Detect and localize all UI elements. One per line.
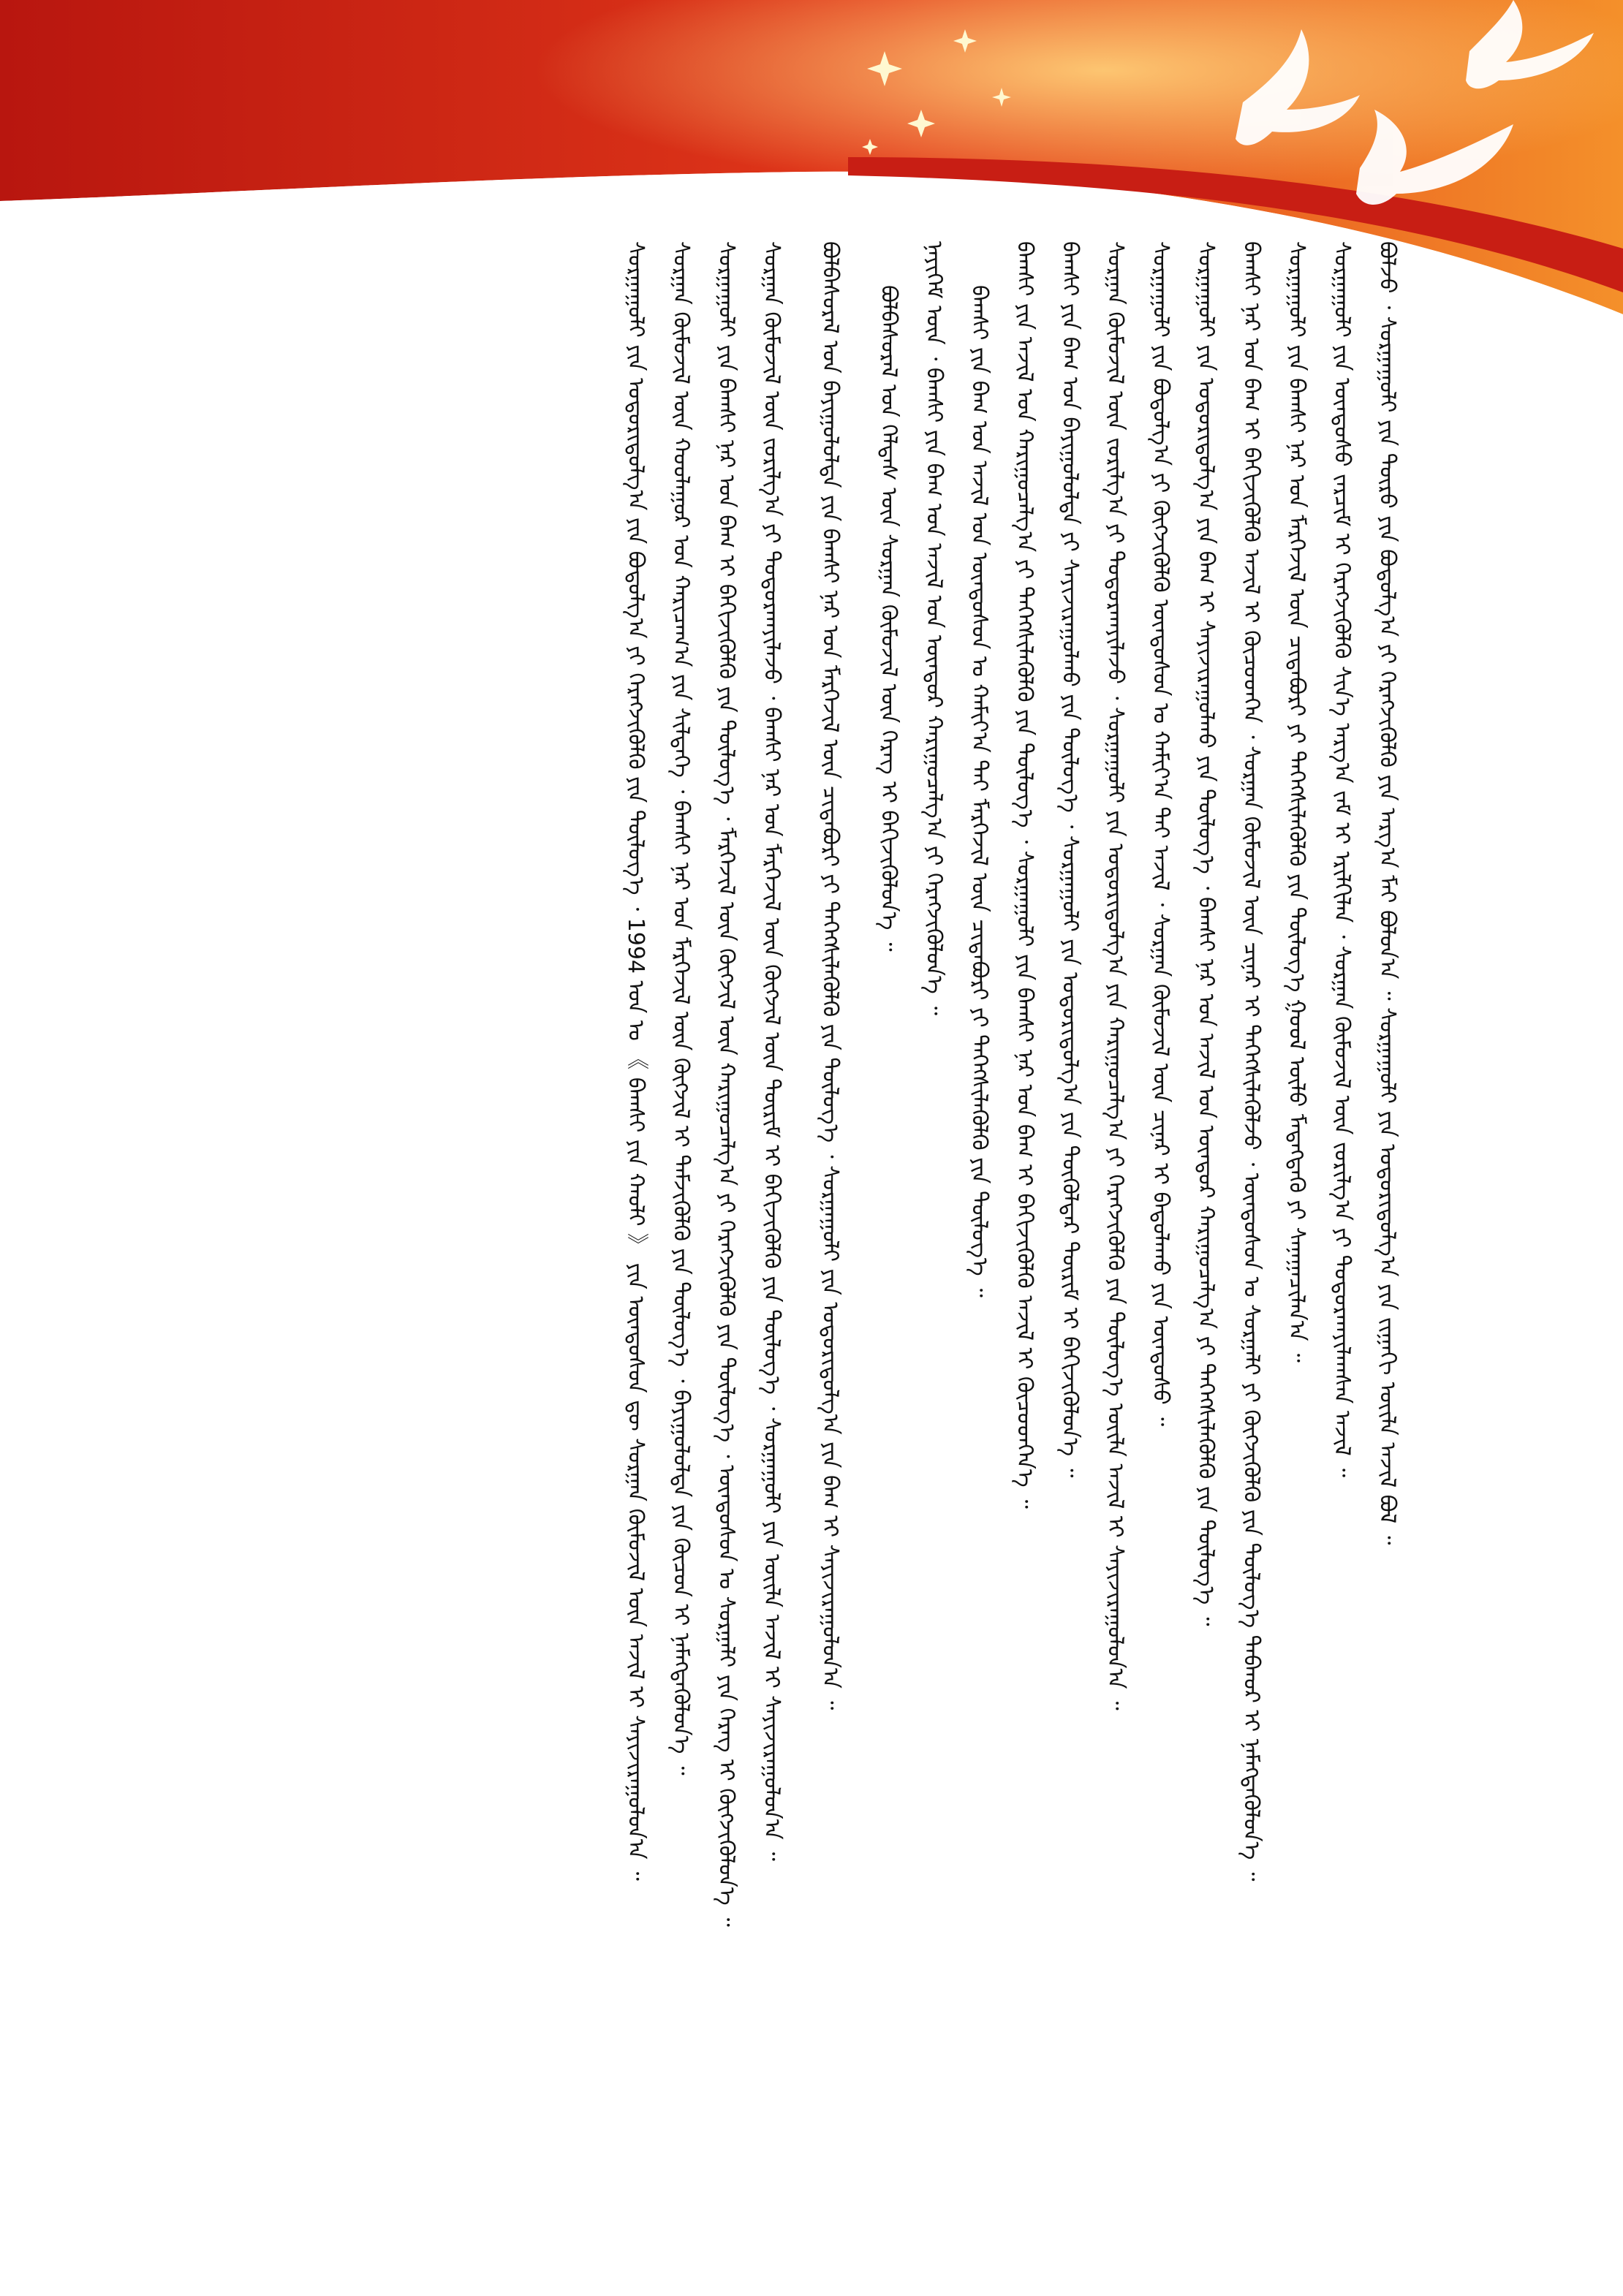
text-column: ᠪᠠᠭᠰᠢ ᠶᠢᠨ ᠪᠠᠭ ᠤᠨ ᠪᠠᠶᠢᠭᠤᠯᠤᠯᠲᠠ ᠶᠢ ᠰᠠᠶᠢᠵᠢᠷᠠᠭᠤᠯᠬᠤ ᠶᠢᠨ ᠲᠥᠯᠥᠭ᠎ᠡ ᠂ ᠰᠤᠷᠭᠠᠭᠤᠯᠢ ᠶᠢᠨ ᠤᠳᠤᠷᠢᠳᠤᠯᠭ᠎ᠠ ᠶᠢᠨ ᠲᠥᠭᠥᠯᠳᠡᠷ ᠳᠦᠷᠢᠮ ᠢ ᠪᠡᠬᠢᠵᠢᠭᠦᠯᠦᠨ᠎ᠡ ᠃: [1057, 241, 1083, 1478]
text-column: ᠪᠠᠭᠰᠢ ᠶᠢᠨ ᠪᠠᠭ ᠤᠨ ᠠᠵᠢᠯ ᠤᠨ ᠦᠨᠳᠦᠰᠦᠨ ᠤ ᠬᠠᠮᠢᠶ᠎ᠠ ᠲᠠᠢ ᠮᠡᠷᠭᠡᠵᠢᠯ ᠦᠨ ᠴᠢᠳᠠᠪᠤᠷᠢ ᠶᠢ ᠳᠡᠭᠡᠭᠰᠢᠯᠡᠭᠦᠯᠬᠦ ᠶᠢᠨ ᠲᠥᠯᠥᠭ᠎ᠡ ᠃: [966, 285, 992, 1297]
text-column: ᠪᠠᠭᠰᠢ ᠨᠠᠷ ᠤᠨ ᠪᠠᠭ ᠢ ᠪᠡᠬᠢᠵᠢᠭᠦᠯᠬᠦ ᠠᠵᠢᠯ ᠢ ᠬᠦᠴᠦᠳᠬᠡᠨ ᠂ ᠰᠤᠷᠭᠠᠨ ᠬᠦᠮᠦᠵᠢᠯ ᠦᠨ ᠴᠢᠨᠠᠷ ᠢ ᠳᠡᠭᠡᠭᠰᠢᠯᠡᠭᠦᠯᠵᠦ ᠂ ᠦᠨᠳᠦᠰᠦᠨ ᠤ ᠰᠤᠷᠭᠠᠯᠢ ᠶᠢ ᠬᠥᠭᠵᠢᠭᠦᠯᠬᠦ ᠶᠢᠨ ᠲᠥᠯᠥᠭ᠎ᠡ ᠳᠠᠪᠬᠤᠷ ᠢ ᠨᠡᠮᠡᠭᠳᠡᠭᠦᠯᠦᠨ᠎ᠡ ᠃: [1238, 241, 1264, 1882]
text-column: ᠰᠤᠷᠭᠠᠨ ᠬᠦᠮᠦᠵᠢᠯ ᠦᠨ ᠵᠣᠷᠢᠯᠭ᠎ᠠ ᠶᠢ ᠲᠣᠳᠣᠷᠬᠠᠶᠢᠯᠠᠵᠤ ᠂ ᠰᠤᠷᠭᠠᠭᠤᠯᠢ ᠶᠢᠨ ᠤᠳᠤᠷᠢᠳᠤᠯᠭ᠎ᠠ ᠶᠢᠨ ᠬᠠᠷᠢᠭᠤᠴᠠᠯᠭ᠎ᠠ ᠶᠢ ᠬᠡᠷᠡᠭᠵᠢᠭᠦᠯᠬᠦ ᠶᠢᠨ ᠲᠥᠯᠥᠭ᠎ᠡ ᠦᠢᠯᠡ ᠠᠵᠢᠯ ᠢ ᠰᠠᠶᠢᠵᠢᠷᠠᠭᠤᠯᠤᠨ᠎ᠠ ᠃: [1102, 241, 1128, 1710]
text-column: ᠰᠤᠷᠭᠠᠭᠤᠯᠢ ᠶᠢᠨ ᠪᠠᠭᠰᠢ ᠨᠠᠷ ᠤᠨ ᠪᠠᠭ ᠢ ᠪᠡᠬᠢᠵᠢᠭᠦᠯᠬᠦ ᠶᠢᠨ ᠲᠥᠯᠥᠭ᠎ᠡ ᠂ ᠮᠡᠷᠭᠡᠵᠢᠯ ᠦᠨ ᠬᠥᠭᠵᠢᠯ ᠦᠨ ᠬᠠᠷᠢᠭᠤᠴᠠᠯᠭ᠎ᠠ ᠶᠢ ᠬᠡᠷᠡᠭᠵᠢᠭᠦᠯᠬᠦ ᠶᠢᠨ ᠲᠥᠯᠥᠭ᠎ᠡ ᠂ ᠦᠨᠳᠦᠰᠦᠨ ᠤ ᠰᠤᠷᠭᠠᠯᠢ ᠶᠢᠨ ᠬᠡᠷᠡᠭ ᠢ ᠬᠥᠭᠵᠢᠭᠦᠯᠦᠨ᠎ᠡ ᠃: [714, 241, 739, 1927]
text-column: ᠰᠤᠷᠭᠠᠨ ᠬᠦᠮᠦᠵᠢᠯ ᠦᠨ ᠵᠣᠷᠢᠯᠭ᠎ᠠ ᠶᠢ ᠲᠣᠳᠣᠷᠬᠠᠶᠢᠯᠠᠵᠤ ᠂ ᠪᠠᠭᠰᠢ ᠨᠠᠷ ᠤᠨ ᠮᠡᠷᠭᠡᠵᠢᠯ ᠦᠨ ᠬᠥᠭᠵᠢᠯ ᠦᠨ ᠳᠦᠷᠢᠮ ᠢ ᠪᠡᠬᠢᠵᠢᠭᠦᠯᠬᠦ ᠶᠢᠨ ᠲᠥᠯᠥᠭ᠎ᠡ ᠂ ᠰᠤᠷᠭᠠᠭᠤᠯᠢ ᠶᠢᠨ ᠦᠢᠯᠡ ᠠᠵᠢᠯ ᠢ ᠰᠠᠶᠢᠵᠢᠷᠠᠭᠤᠯᠤᠨ᠎ᠠ ᠃: [759, 241, 784, 1861]
text-column: ᠪᠠᠭᠰᠢ ᠶᠢᠨ ᠠᠵᠢᠯ ᠤᠨ ᠬᠠᠷᠢᠭᠤᠴᠠᠯᠭ᠎ᠠ ᠶᠢ ᠳᠡᠭᠡᠭᠰᠢᠯᠡᠭᠦᠯᠬᠦ ᠶᠢᠨ ᠲᠥᠯᠥᠭ᠎ᠡ ᠂ ᠰᠤᠷᠭᠠᠭᠤᠯᠢ ᠶᠢᠨ ᠪᠠᠭᠰᠢ ᠨᠠᠷ ᠤᠨ ᠪᠠᠭ ᠢ ᠪᠡᠬᠢᠵᠢᠭᠦᠯᠬᠦ ᠠᠵᠢᠯ ᠢ ᠬᠦᠴᠦᠳᠬᠡᠨ᠎ᠡ ᠃: [1012, 241, 1037, 1509]
text-column: ᠰᠤᠷᠭᠠᠭᠤᠯᠢ ᠶᠢᠨ ᠤᠳᠤᠷᠢᠳᠤᠯᠭ᠎ᠠ ᠶᠢᠨ ᠪᠠᠭ ᠢ ᠰᠠᠶᠢᠵᠢᠷᠠᠭᠤᠯᠬᠤ ᠶᠢᠨ ᠲᠥᠯᠥᠭ᠎ᠡ ᠂ ᠪᠠᠭᠰᠢ ᠨᠠᠷ ᠤᠨ ᠠᠵᠢᠯ ᠤᠨ ᠥᠨᠳᠥᠷ ᠬᠠᠷᠢᠭᠤᠴᠠᠯᠭ᠎ᠠ ᠶᠢ ᠳᠡᠭᠡᠭᠰᠢᠯᠡᠭᠦᠯᠬᠦ ᠶᠢᠨ ᠲᠥᠯᠥᠭ᠎ᠡ ᠃: [1193, 241, 1219, 1626]
text-column: ᠪᠣᠯᠪᠠᠰᠤᠷᠠᠯ ᠤᠨ ᠪᠠᠶᠢᠭᠤᠯᠤᠯᠲᠠ ᠶᠢᠨ ᠪᠠᠭᠰᠢ ᠨᠠᠷ ᠤᠨ ᠮᠡᠷᠭᠡᠵᠢᠯ ᠦᠨ ᠴᠢᠳᠠᠪᠤᠷᠢ ᠶᠢ ᠳᠡᠭᠡᠭᠰᠢᠯᠡᠭᠦᠯᠬᠦ ᠶᠢᠨ ᠲᠥᠯᠥᠭ᠎ᠡ ᠂ ᠰᠤᠷᠭᠠᠭᠤᠯᠢ ᠶᠢᠨ ᠤᠳᠤᠷᠢᠳᠤᠯᠭ᠎ᠠ ᠶᠢᠨ ᠪᠠᠭ ᠢ ᠰᠠᠶᠢᠵᠢᠷᠠᠭᠤᠯᠤᠨ᠎ᠠ ᠃: [817, 241, 843, 1710]
text-column: ᠪᠣᠯᠵᠤ ᠂ ᠰᠤᠷᠭᠠᠭᠤᠯᠢ ᠶᠢᠨ ᠲᠥᠷᠥ ᠶᠢᠨ ᠪᠣᠳᠤᠯᠭ᠎ᠠ ᠶᠢ ᠬᠡᠷᠡᠭᠵᠢᠭᠦᠯᠬᠦ ᠶᠢᠨ ᠠᠷᠭ᠎ᠠ ᠮᠠᠶ ᠪᠣᠯᠤᠨ᠎ᠠ ᠃ ᠰᠤᠷᠭᠠᠭᠤᠯᠢ ᠶᠢᠨ ᠤᠳᠤᠷᠢᠳᠤᠯᠭ᠎ᠠ ᠶᠢᠨ ᠵᠢᠭᠠᠬᠢ ᠦᠢᠯᠡ ᠠᠵᠢᠯ ᠪᠣᠯ ᠃: [1374, 241, 1400, 1545]
text-column: ᠰᠤᠷᠭᠠᠭᠤᠯᠢ ᠶᠢᠨ ᠪᠣᠳᠤᠯᠭ᠎ᠠ ᠶᠢ ᠬᠥᠭᠵᠢᠭᠦᠯᠬᠦ ᠦᠨᠳᠦᠰᠦᠨ ᠤ ᠬᠠᠮᠢᠶ᠎ᠠ ᠲᠠᠢ ᠠᠵᠢᠯ ᠂ ᠰᠤᠷᠭᠠᠨ ᠬᠦᠮᠦᠵᠢᠯ ᠦᠨ ᠴᠢᠨᠠᠷ ᠢ ᠪᠠᠲᠤᠯᠠᠬᠤ ᠶᠢᠨ ᠦᠨᠳᠦᠰᠦ ᠃: [1148, 241, 1173, 1427]
body-text: [186, 241, 1411, 2229]
text-column: ᠰᠤᠷᠭᠠᠨ ᠬᠦᠮᠦᠵᠢᠯ ᠦᠨ ᠬᠣᠣᠯᠠᠭᠤᠷ ᠤᠨ ᠬᠠᠷᠢᠴᠠᠭ᠎ᠠ ᠶᠢᠨ ᠰᠢᠯᠳᠡᠭᠡ ᠂ ᠪᠠᠭᠰᠢ ᠨᠠᠷ ᠤᠨ ᠮᠡᠷᠭᠡᠵᠢᠯ ᠦᠨ ᠬᠥᠭᠵᠢᠯ ᠢ ᠳᠡᠮᠵᠢᠭᠦᠯᠬᠦ ᠶᠢᠨ ᠲᠥᠯᠥᠭ᠎ᠡ ᠂ ᠪᠠᠶᠢᠭᠤᠯᠤᠯᠲᠠ ᠶᠢᠨ ᠬᠦᠴᠦᠨ ᠢ ᠨᠡᠮᠡᠭᠳᠡᠭᠦᠯᠦᠨ᠎ᠡ ᠃: [668, 241, 694, 1776]
text-column: ᠪᠣᠯᠪᠠᠰᠤᠷᠠᠯ ᠤᠨ ᠬᠡᠯᠲᠡᠰ ᠦᠨ ᠰᠤᠷᠭᠠᠨ ᠬᠦᠮᠦᠵᠢᠯ ᠦᠨ ᠬᠡᠷᠡᠭ ᠢ ᠪᠡᠬᠢᠵᠢᠭᠦᠯᠦᠨ᠎ᠡ ᠃: [876, 285, 901, 952]
text-column: ᠨᠡᠶᠢᠭᠡᠮ ᠦᠨ ᠂ ᠪᠠᠭᠰᠢ ᠶᠢᠨ ᠪᠠᠭ ᠤᠨ ᠠᠵᠢᠯ ᠤᠨ ᠥᠨᠳᠥᠷ ᠬᠠᠷᠢᠭᠤᠴᠠᠯᠭ᠎ᠠ ᠶᠢ ᠬᠡᠷᠡᠭᠵᠢᠭᠦᠯᠦᠨ᠎ᠡ ᠃: [921, 241, 947, 1016]
text-column: ᠰᠤᠷᠭᠠᠭᠤᠯᠢ ᠶᠢᠨ ᠤᠳᠤᠷᠢᠳᠤᠯᠭ᠎ᠠ ᠶᠢᠨ ᠪᠣᠳᠤᠯᠭ᠎ᠠ ᠶᠢ ᠬᠡᠷᠡᠭᠵᠢᠭᠦᠯᠬᠦ ᠶᠢᠨ ᠲᠥᠯᠥᠭ᠎ᠡ ᠂ 1994 ᠣᠨ ᠤ 《 ᠪᠠᠭᠰᠢ ᠶᠢᠨ ᠬᠠᠤᠯᠢ 》 ᠶᠢᠨ ᠦᠨᠳᠦᠰᠦᠨ ᠳᠦ ᠰᠤᠷᠭᠠᠨ ᠬᠦᠮᠦᠵᠢᠯ ᠦᠨ ᠠᠵᠢᠯ ᠢ ᠰᠠᠶᠢᠵᠢᠷᠠᠭᠤᠯᠤᠨ᠎ᠠ ᠃: [623, 241, 648, 1881]
text-column: ᠰᠤᠷᠭᠠᠭᠤᠯᠢ ᠶᠢᠨ ᠦᠨᠳᠦᠰᠦ ᠵᠠᠷᠴᠢᠮ ᠢ ᠬᠡᠷᠡᠭᠵᠢᠭᠦᠯᠬᠦ ᠰᠢᠨ᠎ᠡ ᠠᠷᠭ᠎ᠠ ᠵᠠᠮ ᠢ ᠡᠷᠢᠯᠬᠢᠯᠡᠨ ᠂ ᠰᠤᠷᠭᠠᠨ ᠬᠦᠮᠦᠵᠢᠯ ᠦᠨ ᠵᠣᠷᠢᠯᠭ᠎ᠠ ᠶᠢ ᠲᠣᠳᠣᠷᠬᠠᠶᠢᠯᠠᠭᠰᠠᠨ ᠠᠵᠢᠯ ᠃: [1329, 241, 1355, 1477]
text-column: ᠰᠤᠷᠭᠠᠭᠤᠯᠢ ᠶᠢᠨ ᠪᠠᠭᠰᠢ ᠨᠠᠷ ᠤᠨ ᠮᠡᠷᠭᠡᠵᠢᠯ ᠦᠨ ᠴᠢᠳᠠᠪᠤᠷᠢ ᠶᠢ ᠳᠡᠭᠡᠭᠰᠢᠯᠡᠭᠦᠯᠬᠦ ᠶᠢᠨ ᠲᠥᠯᠥᠭ᠎ᠡ ᠭᠣᠣᠯ ᠦᠯᠦ ᠮᠡᠳᠡᠭᠳᠡᠬᠦ ᠶᠢ ᠰᠠᠨᠠᠭᠠᠴᠢᠯᠠᠨ᠎ᠠ ᠃: [1284, 241, 1309, 1363]
